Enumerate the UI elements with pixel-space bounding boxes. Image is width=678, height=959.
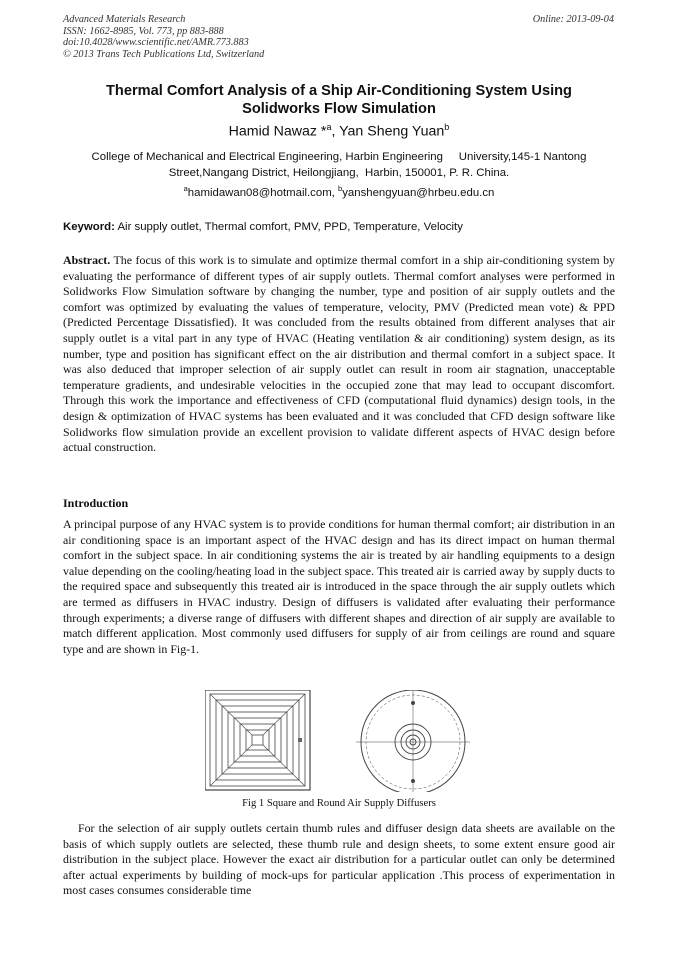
email-a-superscript: a	[183, 184, 188, 193]
keywords	[63, 221, 615, 233]
email-a: hamidawan08@hotmail.com,	[187, 186, 339, 199]
keywords-label: Keyword:	[63, 221, 115, 233]
author-list	[60, 122, 618, 140]
body-paragraph-2: For the selection of air supply outlets certain thumb rules and diffuser design data sheets are available on the basis of which supply outlets are selected, these thumb rule and design sheets, to some extent ensure good air distribution in the subject place. However the exact air distribution for a particular outlet can only be determined after actual experiments by building of mock-ups for particular application .This process of experimentation in most cases consumes considerable time	[63, 821, 615, 898]
abstract	[63, 253, 615, 456]
journal-name: Advanced Materials Research	[63, 14, 186, 25]
journal-copyright: © 2013 Trans Tech Publications Ltd, Switzerland	[63, 48, 265, 60]
intro-heading: Introduction	[63, 496, 129, 510]
intro-paragraph: A principal purpose of any HVAC system is to provide conditions for human thermal comfort; air distribution in an air conditioning space is an important aspect of the HVAC design and has its direct impact on human thermal comfort in the subject space. In air conditioning systems the air is treated by air handling equipments to a design value depending on the cooling/heating load in the subject space. This treated air is carried away by supply ducts to the required space and subsequently this treated air is introduced in the space through the air supply outlets which are termed as diffusers in HVAC industry. Design of diffusers is validated after evaluating their performance through experiments; a diverse range of diffusers with different shapes and direction of air supply are available to match different application. Most commonly used diffusers for supply of air from ceilings are round and square type and are shown in Fig-1.	[63, 517, 615, 656]
round-diffuser-drawing	[356, 690, 470, 792]
square-diffuser-drawing	[205, 690, 310, 790]
title-line-1: Thermal Comfort Analysis of a Ship Air-Conditioning System Using	[106, 83, 572, 99]
affiliation	[60, 150, 618, 181]
author-1-superscript: a	[326, 122, 332, 132]
keywords-text: Air supply outlet, Thermal comfort, PMV, PPD, Temperature, Velocity	[114, 221, 463, 233]
author-2-superscript: b	[444, 122, 450, 132]
affiliation-line-2: Street,Nangang District, Heilongjiang, Harbin, 150001, P. R. China.	[168, 166, 510, 179]
author-2: , Yan Sheng Yuan	[331, 123, 445, 140]
journal-issn: ISSN: 1662-8985, Vol. 773, pp 883-888	[63, 25, 224, 37]
affiliation-line-1: College of Mechanical and Electrical Engineering, Harbin Engineering University,145-1 Nantong	[91, 151, 587, 163]
journal-header	[63, 14, 264, 60]
figure-1-caption: Fig 1 Square and Round Air Supply Diffusers	[242, 798, 436, 809]
abstract-label: Abstract.	[63, 253, 111, 267]
email-b: yanshengyuan@hrbeu.edu.cn	[342, 186, 495, 199]
author-emails	[60, 184, 618, 199]
title-line-2: Solidworks Flow Simulation	[242, 101, 436, 117]
figure-1	[205, 690, 475, 792]
paper-title	[60, 82, 618, 118]
abstract-text: The focus of this work is to simulate and optimize thermal comfort in a ship air-conditioning system by evaluating the performance of different types of air supply outlets. Thermal comfort analyses were performed in Solidworks Flow Simulation software by changing the number, type and position of air supply outlets and the comfort was optimized by evaluating the values of temperature, velocity, PMV (Predicted mean vote) & PPD (Predicted Percentage Dissatisfied). It was concluded from the results obtained from different analyses that air supply outlet is a vital part in any type of HVAC (Heating ventilation & air conditioning) system design, as its number, type and position has significant effect on the air distribution and thermal comfort in a subject space. It was also deduced that improper selection of air supply outlet can result in room air stagnation, unacceptable temperature gradients, and undesirable velocities in the occupied zone that may lead to occupant discomfort. Through this work the importance and effectiveness of CFD (computational fluid dynamics) design tools, in the design & optimization of HVAC systems has been evaluated and it was concluded that CFD design software like Solidworks flow simulation provide an excellent provision to validate different aspects of HVAC design before actual construction.	[63, 253, 615, 455]
journal-doi: doi:10.4028/www.scientific.net/AMR.773.883	[63, 37, 249, 49]
author-1: Hamid Nawaz *	[228, 123, 327, 140]
online-date: Online: 2013-09-04	[532, 14, 614, 25]
email-b-superscript: b	[338, 184, 343, 193]
